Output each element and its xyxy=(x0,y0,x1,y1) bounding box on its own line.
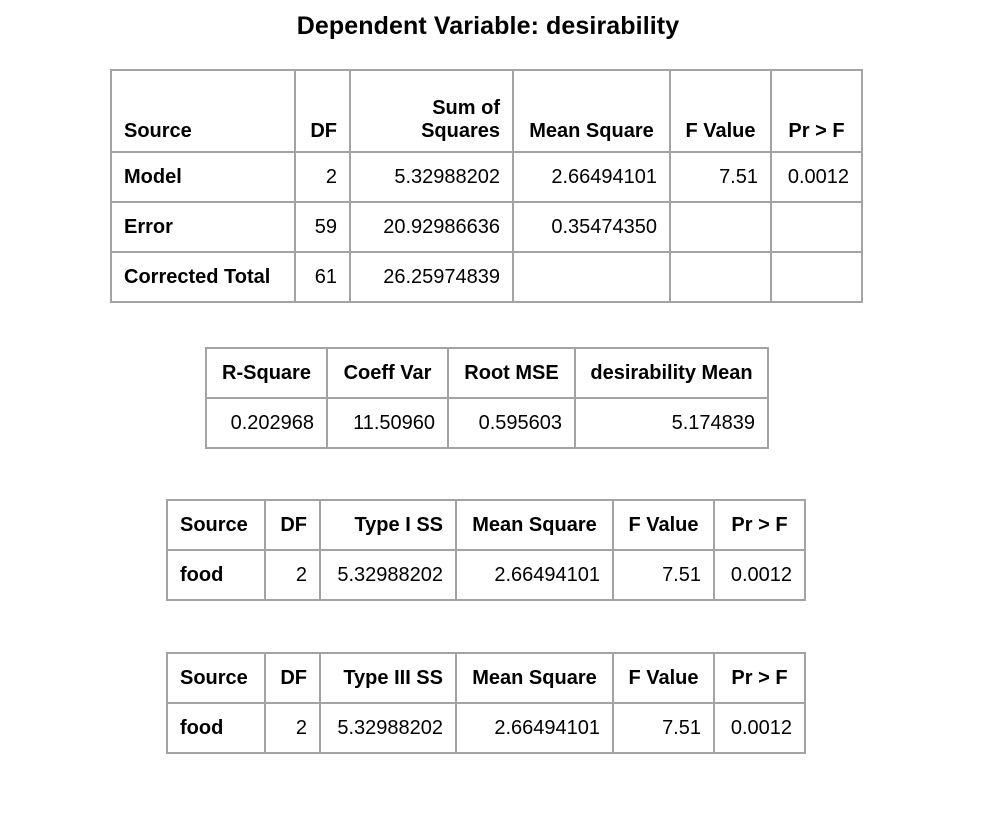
column-header-p-value: Pr > F xyxy=(714,653,805,703)
cell-dependent-mean: 5.174839 xyxy=(575,398,768,448)
cell-p xyxy=(771,252,862,302)
cell-ms: 2.66494101 xyxy=(456,550,613,600)
cell-p: 0.0012 xyxy=(771,152,862,202)
column-header-type1-ss: Type I SS xyxy=(320,500,456,550)
page-title: Dependent Variable: desirability xyxy=(296,12,680,40)
cell-ss: 20.92986636 xyxy=(350,202,513,252)
header-line: Squares xyxy=(421,120,500,142)
column-header-p-value: Pr > F xyxy=(771,70,862,152)
column-header-source: Source xyxy=(167,653,265,703)
table-row xyxy=(111,252,862,302)
type1-ss-table xyxy=(166,499,806,601)
cell-p: 0.0012 xyxy=(714,550,805,600)
table-row xyxy=(206,398,768,448)
row-label: Error xyxy=(111,202,295,252)
column-header-source: Source xyxy=(167,500,265,550)
column-header-df: DF xyxy=(295,70,350,152)
cell-p: 0.0012 xyxy=(714,703,805,753)
cell-ss: 26.25974839 xyxy=(350,252,513,302)
column-header-f-value: F Value xyxy=(670,70,771,152)
column-header-type3-ss: Type III SS xyxy=(320,653,456,703)
cell-ss: 5.32988202 xyxy=(320,550,456,600)
column-header-mean-square: Mean Square xyxy=(456,500,613,550)
cell-df: 59 xyxy=(295,202,350,252)
cell-df: 2 xyxy=(265,550,320,600)
table-header-row xyxy=(167,653,805,703)
column-header-source: Source xyxy=(111,70,295,152)
cell-df: 2 xyxy=(265,703,320,753)
cell-ss: 5.32988202 xyxy=(320,703,456,753)
column-header-df: DF xyxy=(265,653,320,703)
row-label: Corrected Total xyxy=(111,252,295,302)
cell-df: 61 xyxy=(295,252,350,302)
column-header-root-mse: Root MSE xyxy=(448,348,575,398)
row-label: food xyxy=(167,550,265,600)
cell-r-square: 0.202968 xyxy=(206,398,327,448)
column-header-r-square: R-Square xyxy=(206,348,327,398)
cell-f xyxy=(670,252,771,302)
column-header-mean-square: Mean Square xyxy=(456,653,613,703)
table-row xyxy=(167,703,805,753)
anova-table xyxy=(110,69,863,303)
column-header-df: DF xyxy=(265,500,320,550)
column-header-dependent-mean: desirability Mean xyxy=(575,348,768,398)
cell-ms: 0.35474350 xyxy=(513,202,670,252)
cell-p xyxy=(771,202,862,252)
column-header-coeff-var: Coeff Var xyxy=(327,348,448,398)
cell-f: 7.51 xyxy=(670,152,771,202)
table-row xyxy=(111,202,862,252)
table-header-row xyxy=(167,500,805,550)
table-row xyxy=(111,152,862,202)
table-header-row xyxy=(206,348,768,398)
cell-root-mse: 0.595603 xyxy=(448,398,575,448)
cell-ms: 2.66494101 xyxy=(456,703,613,753)
type3-ss-table xyxy=(166,652,806,754)
row-label: food xyxy=(167,703,265,753)
cell-df: 2 xyxy=(295,152,350,202)
table-row xyxy=(167,550,805,600)
cell-f: 7.51 xyxy=(613,703,714,753)
fit-statistics-table xyxy=(205,347,769,449)
row-label: Model xyxy=(111,152,295,202)
cell-ms: 2.66494101 xyxy=(513,152,670,202)
cell-f: 7.51 xyxy=(613,550,714,600)
column-header-sum-of-squares xyxy=(350,70,513,152)
column-header-f-value: F Value xyxy=(613,500,714,550)
cell-f xyxy=(670,202,771,252)
cell-ms xyxy=(513,252,670,302)
cell-coeff-var: 11.50960 xyxy=(327,398,448,448)
column-header-f-value: F Value xyxy=(613,653,714,703)
header-line: Sum of xyxy=(432,97,500,119)
column-header-p-value: Pr > F xyxy=(714,500,805,550)
cell-ss: 5.32988202 xyxy=(350,152,513,202)
column-header-mean-square: Mean Square xyxy=(513,70,670,152)
table-header-row xyxy=(111,70,862,152)
